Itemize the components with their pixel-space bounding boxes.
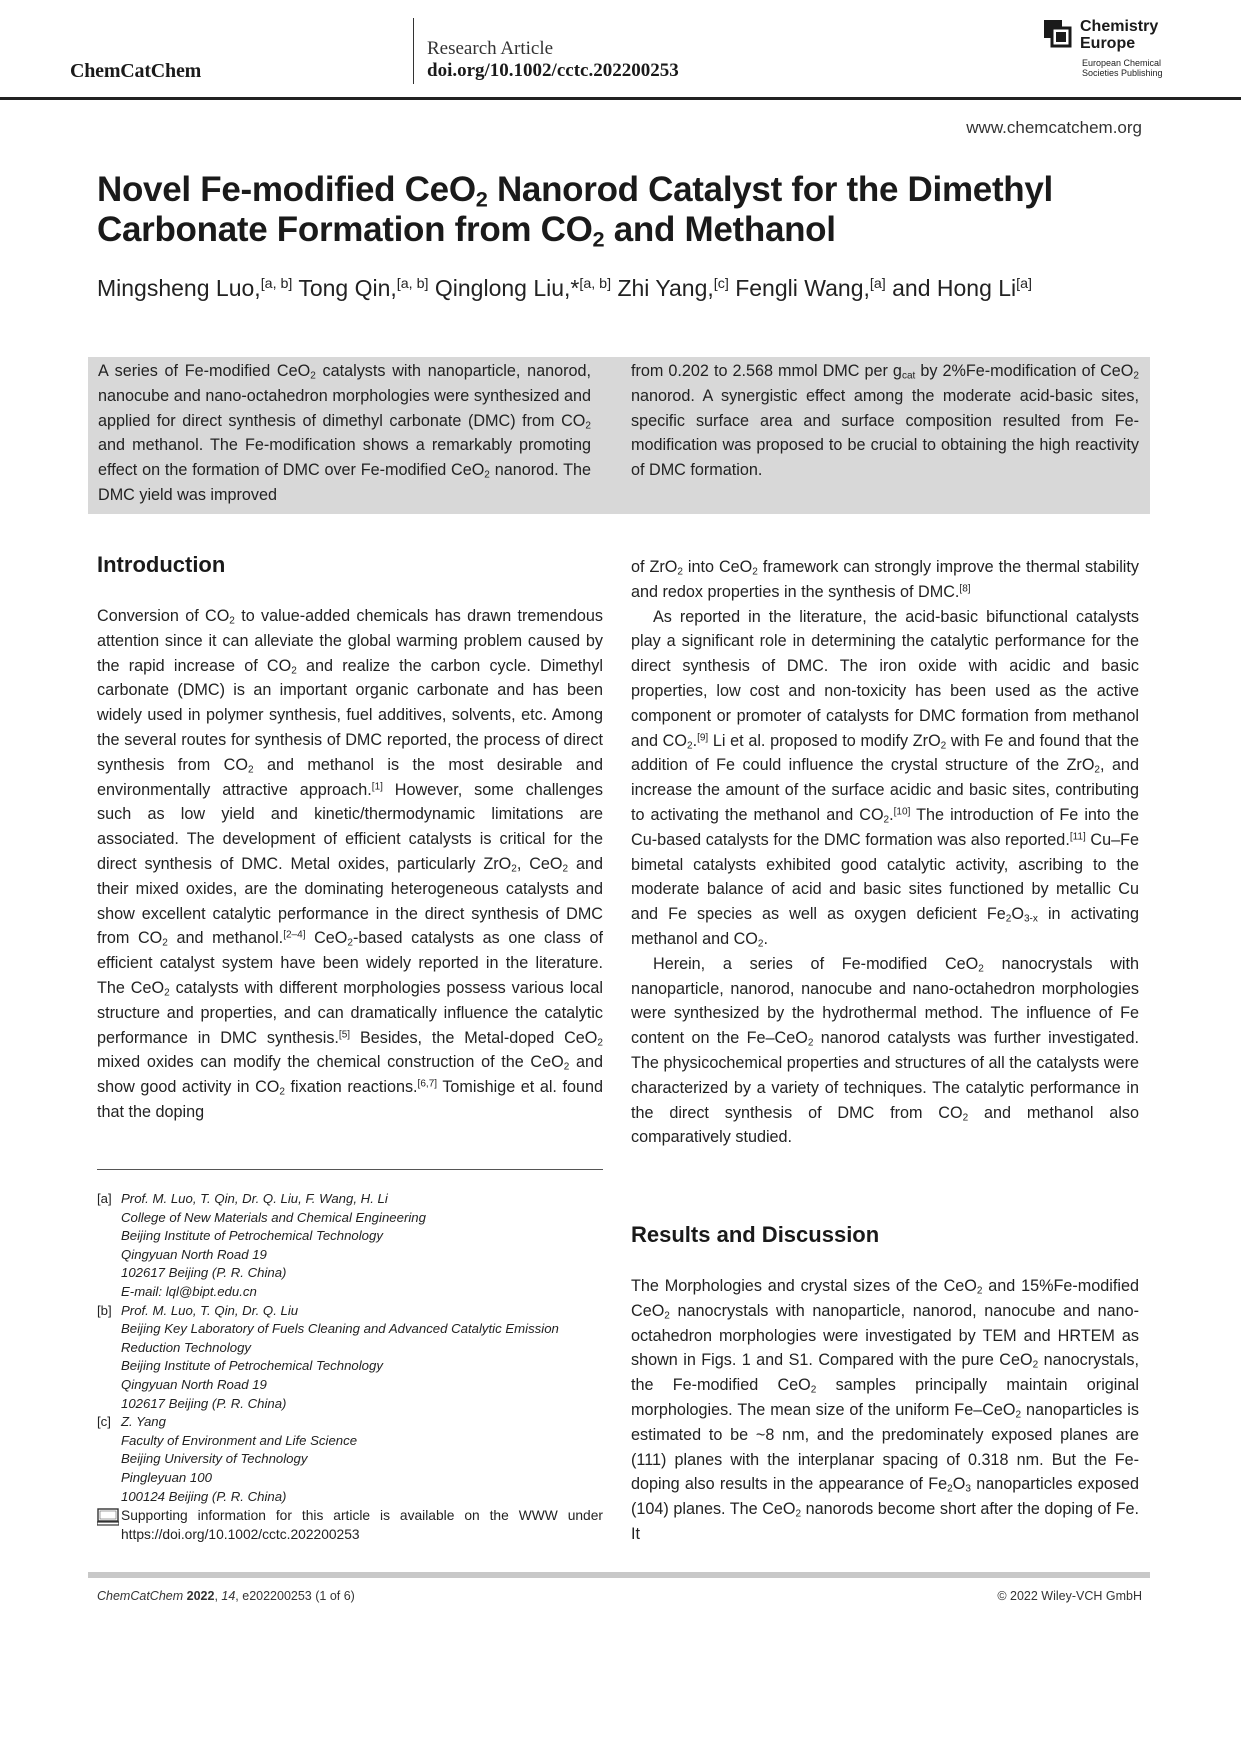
footer-copyright: © 2022 Wiley-VCH GmbH [997,1589,1142,1603]
site-url[interactable]: www.chemcatchem.org [966,118,1142,137]
publisher-name-line2: Europe [1080,35,1136,52]
affiliation-c: [c] Z. Yang Faculty of Environment and Life Science Beijing University of Technology Pingleyuan 100 100124 Beijing (P. R. China) [97,1414,358,1504]
footer-citation: ChemCatChem 2022, 14, e202200253 (1 of 6) [97,1589,355,1603]
abstract-right: from 0.202 to 2.568 mmol DMC per $g_{cat}$ by 2%Fe-modification of CeO$_2$ nanorod. A synergistic effect among the moderate acid-basic sites, specific surface area and surface composition resulted from Fe-modification was proposed to be crucial to obtaining the high reactivity of DMC formation. [631,362,1139,480]
section-heading-introduction: Introduction [97,552,226,577]
supporting-info [97,1507,603,1544]
publisher-sub-line2: Societies Publishing [1082,68,1163,78]
section-heading-results: Results and Discussion [631,1222,880,1247]
header-divider [413,18,414,84]
publisher-logo [1044,18,1174,84]
author-list: Mingsheng Luo,[a, b] Tong Qin,[a, b] Qinglong Liu,*[a, b] Zhi Yang,[c] Fengli Wang,[a] and Hong Li[a] [97,275,1032,301]
abstract-left: A series of Fe-modified CeO$_2$ catalysts with nanoparticle, nanorod, nanocube and nano-octahedron morphologies were synthesized and applied for direct synthesis of dimethyl carbonate (DMC) from $CO_2$ and methanol. The Fe-modification shows a remarkably promoting effect on the formation of DMC over Fe-modified CeO$_2$ nanorod. The DMC yield was improved [98,362,592,504]
journal-name: ChemCatChem [70,60,202,82]
publisher-sub-line1: European Chemical [1082,58,1162,68]
results-text: The Morphologies and crystal sizes of the CeO$_2$ and 15%Fe-modified CeO$_2$ nanocrystals with nanoparticle, nanorod, nanocube and nano-octahedron morphologies were investigated by TEM and HRTEM as shown in Figs. 1 and S1. Compared with the pure CeO$_2$ nanocrystals, the Fe-modified CeO$_2$ samples principally maintain original morphologies. The mean size of the uniform Fe–CeO$_2$ nanoparticles is estimated to be ~8 nm, and the predominately exposed planes are (111) planes with the interplanar spacing of 0.318 nm. But the Fe-doping also results in the appearance of $Fe_2O_3$ nanoparticles exposed (104) planes. The CeO$_2$ nanorods become short after the doping of Fe. It [631,1277,1140,1543]
affiliation-b: [b] Prof. M. Luo, T. Qin, Dr. Q. Liu Beijing Key Laboratory of Fuels Cleaning and Advanced Catalytic Emission Reduction Technology Beijing Institute of Petrochemical Technology Qingyuan North Road 19 102617 Beijing (P. R. China) [97,1302,559,1411]
introduction-text: Conversion of $CO_2$ to value-added chemicals has drawn tremendous attention since it can alleviate the global warming problem caused by the rapid increase of $CO_2$ and realize the carbon cycle. Dimethyl carbonate (DMC) is an important organic carbonate and has been widely used in polymer synthesis, fuel additives, solvents, etc. Among the several routes for synthesis of DMC reported, the process of direct synthesis from $CO_2$ and methanol is the most desirable and environmentally attractive approach.[1] However, some challenges such as low yield and kinetic/thermodynamic limitations are associated. The development of efficient catalysts is critical for the direct synthesis of DMC. Metal oxides, particularly ZrO$_2$, CeO$_2$ and their mixed oxides, are the dominating heterogeneous catalysts and show excellent catalytic performance in the direct synthesis of DMC from $CO_2$ and methanol.[2–4] CeO$_2$-based catalysts as one class of efficient catalyst system have been widely reported in the literature. The CeO$_2$ catalysts with different morphologies possess various local structure and properties, and can dramatically influence the catalytic performance in DMC synthesis.[5] Besides, the Metal-doped CeO$_2$ mixed oxides can modify the chemical construction of the CeO$_2$ and show good activity in $CO_2$ fixation reactions.[6,7] Tomishige et al. found that the doping [97,607,604,1121]
publisher-name-line1: Chemistry [1080,18,1159,35]
footnote-rule [97,1169,603,1170]
article-title: Novel Fe-modified CeO$_2$ Nanorod Catalyst for the Dimethyl Carbonate Formation from $CO_2$ and Methanol [97,170,1053,252]
affiliation-a: [a] Prof. M. Luo, T. Qin, Dr. Q. Liu, F. Wang, H. Li College of New Materials and Chemical Engineering Beijing Institute of Petrochemical Technology Qingyuan North Road 19 102617 Beijing (P. R. China) E-mail: lql@bipt.edu.cn [97,1191,426,1299]
chemistry-europe-logo-icon [1044,20,1078,54]
doi-link[interactable]: doi.org/10.1002/cctc.202200253 [427,60,679,81]
supporting-info-text: Supporting information for this article is available on the WWW under https://doi.org/10.1002/cctc.202200253 [121,1508,603,1542]
affiliations [97,1190,607,1506]
computer-monitor-icon [97,1508,119,1526]
footer-rule [88,1572,1150,1578]
header-rule [0,97,1241,100]
introduction-text-continued: of ZrO$_2$ into CeO$_2$ framework can strongly improve the thermal stability and redox properties in the synthesis of DMC.[8] As reported in the literature, the acid-basic bifunctional catalysts play a significant role in determining the catalytic performance for the direct synthesis of DMC. The iron oxide with acidic and basic properties, low cost and non-toxicity has been used as the active component or promoter of catalysts for DMC formation from methanol and $CO_2.[9]$ Li et al. proposed to modify ZrO$_2$ with Fe and found that the addition of Fe could influence the crystal structure of the ZrO$_2$, and increase the amount of the surface acidic and basic sites, contributing to activating the methanol and $CO_2.[10]$ The introduction of Fe into the Cu-based catalysts for the DMC formation was also reported.[11] Cu–Fe bimetal catalysts exhibited good catalytic activity, ascribing to the moderate balance of acid and basic sites functioned by metallic Cu and Fe species as well as oxygen deficient $Fe_2O_{3-x}$ in activating methanol and $CO_2$. Herein, a series of Fe-modified CeO$_2$ nanocrystals with nanoparticle, nanorod, nanocube and nano-octahedron morphologies were synthesized by the hydrothermal method. The influence of Fe content on the Fe–CeO$_2$ nanorod catalysts was further investigated. The physicochemical properties and structures of all the catalysts were characterized by a variety of techniques. The catalytic performance in the direct synthesis of DMC from $CO_2$ and methanol also comparatively studied. [631,558,1139,1147]
article-type: Research Article [427,38,554,59]
abstract-box [88,357,1150,514]
